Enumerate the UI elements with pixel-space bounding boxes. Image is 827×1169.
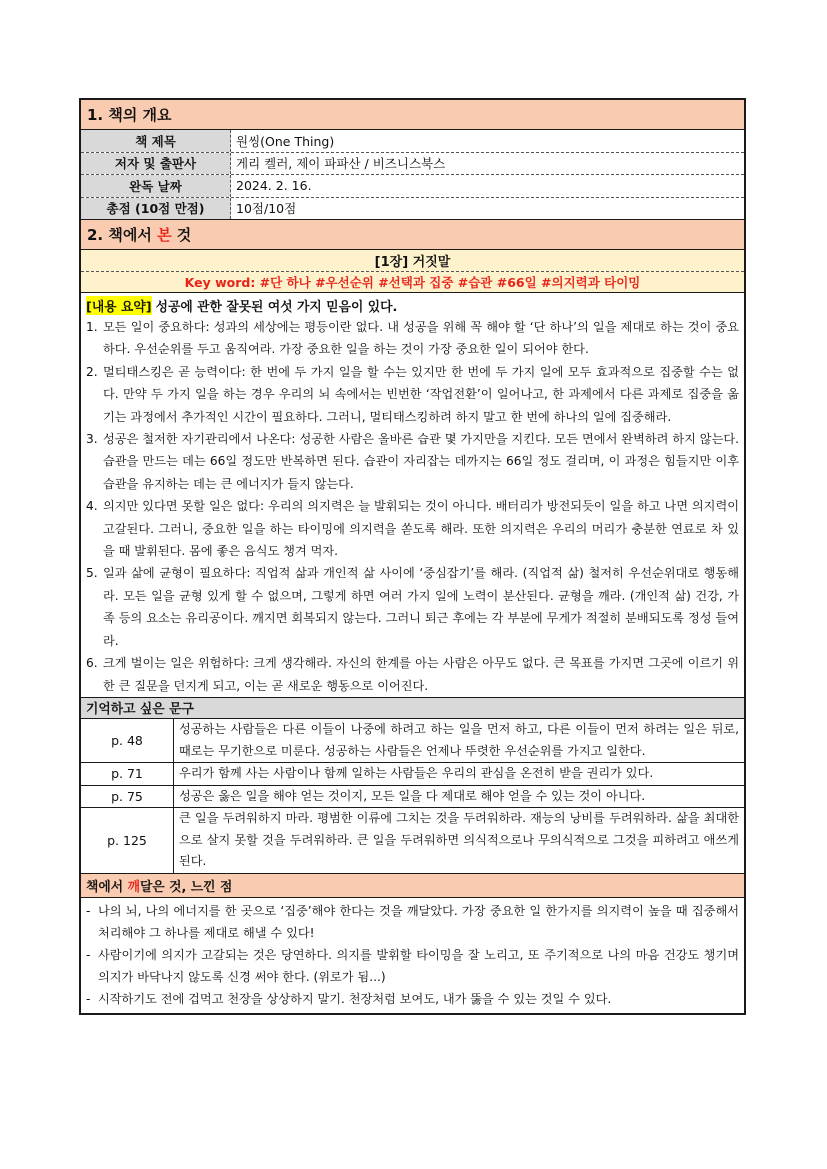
dash-bullet: - bbox=[86, 948, 91, 963]
quote-text: 성공하는 사람들은 다른 이들이 나중에 하려고 하는 일을 먼저 하고, 다른 이들이 먼저 하려는 일은 뒤로, 때로는 무기한으로 미룬다. 성공하는 사람들은 언제나 뚜렷한 우선순위를 가지고 일한다. bbox=[179, 721, 739, 758]
point-text: 성공은 철저한 자기관리에서 나온다: 성공한 사람은 올바른 습관 몇 가지만을 지킨다. 모든 면에서 완벽하려 하지 않는다. 습관을 만드는 데는 66일 정도만 반복하면 된다. 습관이 자리잡는 데까지는 66일 정도 걸리며, 이 과정은 힘들지만 이후 습관을 유지하는 데는 큰 에너지가 들지 않는다. bbox=[103, 432, 739, 491]
chapter-title: [1장] 거짓말 bbox=[81, 250, 744, 272]
info-label: 저자 및 출판사 bbox=[81, 153, 231, 175]
summary-point bbox=[86, 652, 739, 697]
keyword-line: Key word: #단 하나 #우선순위 #선택과 집중 #습관 #66일 #의지력과 타이밍 bbox=[81, 272, 744, 293]
summary-tag: [내용 요약] bbox=[86, 296, 152, 315]
point-text: 일과 삶에 균형이 필요하다: 직업적 삶과 개인적 삶 사이에 ‘중심잡기’를 해라. (직업적 삶) 철저히 우선순위대로 행동해라. 모든 일을 균형 있게 할 수 없으며, 그렇게 하면 여러 가지 일에 노력이 분산된다. 균형을 깨라. (개인적 삶) 건강, 가족 등의 요소는 유리공이다. 깨지면 회복되지 않는다. 그러니 퇴근 후에는 각 부분에 무게가 적절히 분배되도록 정성 들여라. bbox=[103, 566, 739, 648]
realized-heading bbox=[81, 874, 744, 898]
info-label: 총점 (10점 만점) bbox=[81, 198, 231, 220]
info-value: 원씽(One Thing) bbox=[236, 133, 335, 149]
realized-item bbox=[86, 944, 739, 988]
summary-point bbox=[86, 562, 739, 652]
quote-row bbox=[81, 763, 744, 786]
seen-heading-highlight: 본 bbox=[157, 226, 172, 244]
summary-point bbox=[86, 428, 739, 495]
point-number: 2. bbox=[86, 364, 98, 379]
quote-page: p. 71 bbox=[81, 763, 174, 785]
quote-row bbox=[81, 808, 744, 874]
realized-text: 시작하기도 전에 겁먹고 천장을 상상하지 말기. 천장처럼 보여도, 내가 뚫을 수 있는 것일 수 있다. bbox=[98, 992, 612, 1007]
summary-title: 성공에 관한 잘못된 여섯 가지 믿음이 있다. bbox=[155, 300, 398, 315]
realized-list bbox=[81, 898, 744, 1013]
overview-heading-text: 1. 책의 개요 bbox=[87, 106, 172, 124]
info-label: 완독 날짜 bbox=[81, 175, 231, 197]
book-report-table bbox=[79, 98, 746, 1015]
quotes-heading-text: 기억하고 싶은 문구 bbox=[86, 702, 194, 718]
info-row-title bbox=[81, 130, 744, 153]
summary-point bbox=[86, 495, 739, 562]
quotes-heading bbox=[81, 698, 744, 719]
quote-page: p. 125 bbox=[81, 808, 174, 873]
realized-heading-pre: 책에서 bbox=[86, 880, 124, 896]
point-number: 3. bbox=[86, 432, 98, 447]
seen-heading bbox=[81, 220, 744, 250]
quote-text: 큰 일을 두려워하지 마라. 평범한 이류에 그치는 것을 두려워하라. 재능의 낭비를 두려워하라. 삶을 최대한으로 살지 못할 것을 두려워하라. 큰 일을 두려워하면 의식적으로나 무의식적으로 그것을 피하려고 애쓰게 된다. bbox=[179, 811, 739, 869]
info-row-author bbox=[81, 153, 744, 176]
quote-page: p. 75 bbox=[81, 786, 174, 808]
quote-row bbox=[81, 719, 744, 763]
realized-item bbox=[86, 988, 739, 1010]
info-value: 2024. 2. 16. bbox=[236, 178, 312, 194]
quote-row bbox=[81, 786, 744, 809]
dash-bullet: - bbox=[86, 904, 91, 919]
point-text: 멀티태스킹은 곧 능력이다: 한 번에 두 가지 일을 할 수는 있지만 한 번에 두 가지 일에 모두 효과적으로 집중할 수는 없다. 만약 두 가지 일을 하는 경우 우리의 뇌 속에서는 빈번한 ‘작업전환’이 일어나고, 한 과제에서 다른 과제로 집중을 옮기는 과정에서 추가적인 시간이 필요하다. 그러니, 멀티태스킹하려 하지 말고 한 번에 하나의 일에 집중해라. bbox=[103, 364, 739, 424]
summary-point bbox=[86, 361, 739, 428]
quote-page: p. 48 bbox=[81, 719, 174, 762]
point-text: 모든 일이 중요하다: 성과의 세상에는 평등이란 없다. 내 성공을 위해 꼭 해야 할 ‘단 하나’의 일을 제대로 하는 것이 중요하다. 우선순위를 두고 움직여라. 가장 중요한 일을 하는 것이 가장 중요한 일이 되어야 한다. bbox=[103, 320, 739, 357]
point-text: 크게 벌이는 일은 위험하다: 크게 생각해라. 자신의 한계를 아는 사람은 아무도 없다. 큰 목표를 가지면 그곳에 이르기 위한 큰 질문을 던지게 되고, 이는 곧 새로운 행동으로 이어진다. bbox=[103, 656, 739, 693]
quote-text: 성공은 옳은 일을 해야 얻는 것이지, 모든 일을 다 제대로 해야 얻을 수 있는 것이 아니다. bbox=[179, 788, 646, 803]
summary-point bbox=[86, 316, 739, 361]
realized-heading-highlight: 깨 bbox=[127, 880, 140, 896]
realized-text: 나의 뇌, 나의 에너지를 한 곳으로 ‘집중’해야 한다는 것을 깨달았다. 가장 중요한 일 한가지를 의지력이 높을 때 집중해서 처리해야 그 하나를 제대로 해낼 수 있다! bbox=[98, 904, 739, 941]
info-value: 10점/10점 bbox=[236, 201, 297, 217]
summary-head bbox=[86, 295, 739, 316]
seen-heading-pre: 2. 책에서 bbox=[87, 226, 152, 244]
info-value: 게리 켈러, 제이 파파산 / 비즈니스북스 bbox=[236, 156, 446, 172]
point-number: 1. bbox=[86, 320, 98, 334]
dash-bullet: - bbox=[86, 992, 91, 1007]
point-text: 의지만 있다면 못할 일은 없다: 우리의 의지력은 늘 발휘되는 것이 아니다. 배터리가 방전되듯이 일을 하고 나면 의지력이 고갈된다. 그러니, 중요한 일을 하는 타이밍에 의지력을 쏟도록 해라. 또한 의지력은 우리의 머리가 충분한 연료로 차 있을 때 발휘된다. 몸에 좋은 음식도 챙겨 먹자. bbox=[103, 499, 739, 559]
realized-text: 사람이기에 의지가 고갈되는 것은 당연하다. 의지를 발휘할 타이밍을 잘 노리고, 또 주기적으로 나의 마음 건강도 챙기며 의지가 바닥나지 않도록 신경 써야 한다. (위로가 됨...) bbox=[98, 948, 739, 985]
overview-heading bbox=[81, 100, 744, 130]
info-row-score bbox=[81, 198, 744, 221]
point-number: 6. bbox=[86, 656, 98, 671]
info-row-date bbox=[81, 175, 744, 198]
summary-block bbox=[81, 293, 744, 698]
seen-heading-post: 것 bbox=[176, 226, 192, 244]
point-number: 5. bbox=[86, 566, 98, 581]
realized-item bbox=[86, 900, 739, 944]
info-label: 책 제목 bbox=[81, 130, 231, 152]
quote-text: 우리가 함께 사는 사람이나 함께 일하는 사람들은 우리의 관심을 온전히 받을 권리가 있다. bbox=[179, 766, 654, 781]
summary-points bbox=[86, 316, 739, 697]
point-number: 4. bbox=[86, 499, 98, 514]
realized-heading-post: 달은 것, 느낀 점 bbox=[139, 880, 233, 896]
